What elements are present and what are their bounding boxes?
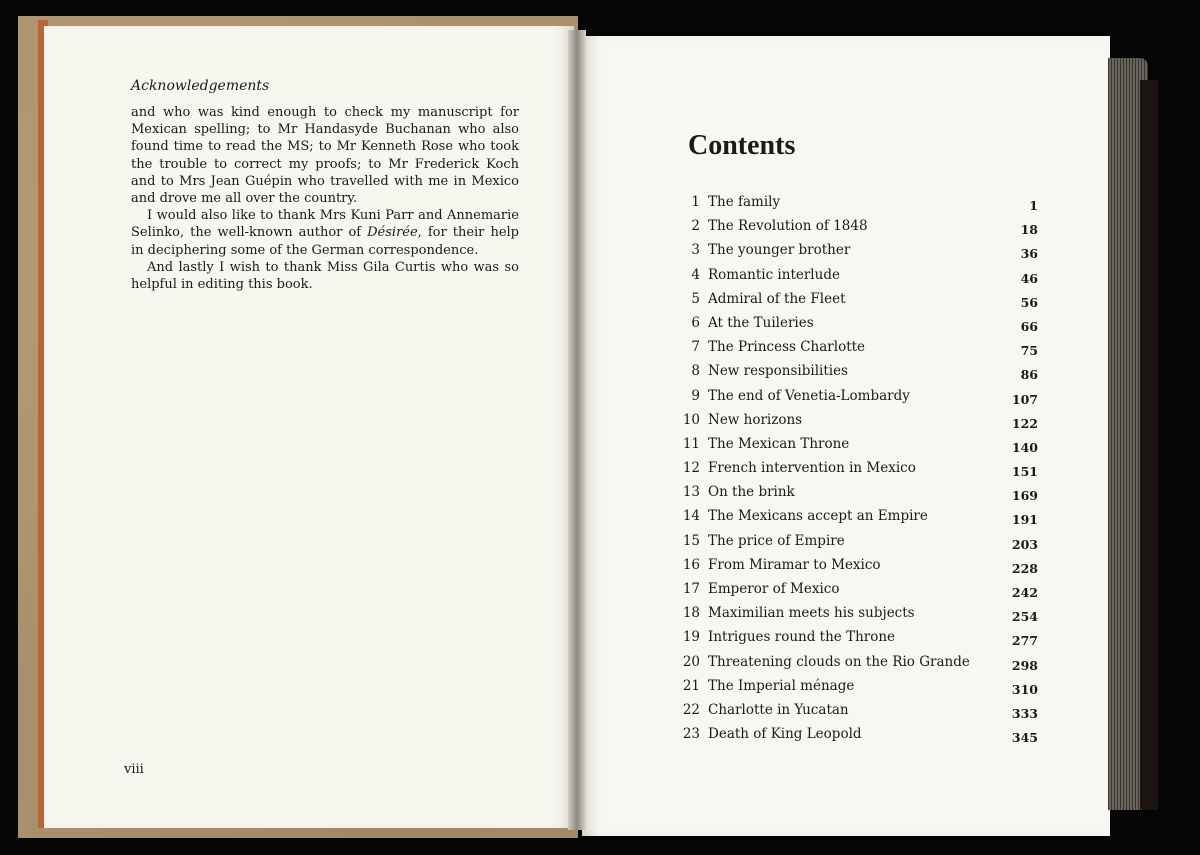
chapter-number: 2 bbox=[691, 218, 700, 235]
chapter-number: 18 bbox=[682, 605, 700, 622]
chapter-number: 8 bbox=[691, 363, 700, 380]
toc-entry bbox=[672, 337, 1038, 361]
acknowledgements-text bbox=[131, 104, 519, 293]
toc-entry bbox=[672, 700, 1038, 724]
toc-entry bbox=[672, 506, 1038, 530]
chapter-title: The Princess Charlotte bbox=[708, 339, 866, 356]
chapter-title: The family bbox=[708, 194, 781, 210]
chapter-number: 3 bbox=[691, 242, 700, 259]
chapter-title: The Mexicans accept an Empire bbox=[708, 508, 928, 525]
chapter-page: 122 bbox=[1011, 415, 1038, 431]
chapter-page: 203 bbox=[1011, 536, 1038, 552]
chapter-title: The younger brother bbox=[708, 242, 851, 259]
chapter-title: From Miramar to Mexico bbox=[708, 556, 881, 573]
contents-title: Contents bbox=[688, 130, 796, 161]
chapter-number: 15 bbox=[682, 532, 700, 549]
toc-entry bbox=[672, 724, 1038, 748]
chapter-title: Threatening clouds on the Rio Grande bbox=[708, 653, 970, 670]
toc-entry bbox=[672, 458, 1038, 482]
chapter-number: 23 bbox=[682, 726, 700, 743]
chapter-page: 169 bbox=[1011, 488, 1038, 504]
toc-entry bbox=[672, 240, 1038, 264]
chapter-page: 107 bbox=[1011, 391, 1038, 407]
toc-entry bbox=[672, 410, 1038, 434]
chapter-page: 36 bbox=[1020, 246, 1038, 262]
chapter-title: Charlotte in Yucatan bbox=[708, 701, 849, 718]
toc-entry bbox=[672, 603, 1038, 627]
chapter-title: Emperor of Mexico bbox=[708, 581, 840, 597]
chapter-number: 19 bbox=[682, 629, 700, 646]
chapter-page: 298 bbox=[1011, 657, 1038, 673]
chapter-page: 151 bbox=[1011, 464, 1038, 480]
table-of-contents bbox=[672, 192, 1038, 748]
chapter-title: New responsibilities bbox=[708, 363, 848, 380]
chapter-title: The Revolution of 1848 bbox=[708, 218, 868, 235]
chapter-number: 7 bbox=[691, 339, 700, 356]
ack-paragraph: and who was kind enough to check my manuscript for Mexican spelling; to Mr Handasyde Buchanan who also found time to read the MS; to Mr Kenneth Rose who took the trouble to correct my proofs; to Mr Frederick Koch and to Mrs Jean Guépin who travelled with me in Mexico and drove me all over the country. bbox=[131, 105, 519, 207]
toc-entry bbox=[672, 652, 1038, 676]
chapter-number: 11 bbox=[682, 435, 700, 452]
chapter-page: 46 bbox=[1020, 270, 1038, 286]
chapter-title: On the brink bbox=[708, 484, 795, 501]
chapter-number: 21 bbox=[682, 677, 700, 694]
chapter-title: The Imperial ménage bbox=[708, 677, 855, 694]
chapter-page: 345 bbox=[1011, 730, 1038, 746]
toc-entry bbox=[672, 361, 1038, 385]
chapter-number: 14 bbox=[682, 508, 700, 525]
toc-entry bbox=[672, 434, 1038, 458]
toc-entry bbox=[672, 313, 1038, 337]
toc-entry bbox=[672, 531, 1038, 555]
chapter-number: 6 bbox=[691, 314, 700, 331]
chapter-page: 18 bbox=[1020, 222, 1038, 238]
book-cover-right bbox=[1140, 80, 1158, 810]
chapter-number: 4 bbox=[691, 266, 700, 283]
chapter-title: The price of Empire bbox=[708, 532, 845, 549]
chapter-number: 5 bbox=[691, 290, 700, 307]
chapter-page: 66 bbox=[1020, 318, 1038, 334]
toc-entry bbox=[672, 289, 1038, 313]
chapter-title: Romantic interlude bbox=[708, 266, 840, 283]
chapter-number: 13 bbox=[682, 484, 700, 501]
chapter-page: 140 bbox=[1011, 439, 1038, 455]
chapter-title: French intervention in Mexico bbox=[708, 460, 916, 477]
chapter-page: 86 bbox=[1020, 367, 1038, 383]
toc-entry bbox=[672, 192, 1038, 216]
chapter-page: 1 bbox=[1029, 198, 1038, 213]
chapter-page: 277 bbox=[1011, 633, 1038, 649]
chapter-title: At the Tuileries bbox=[708, 314, 814, 331]
toc-entry bbox=[672, 265, 1038, 289]
chapter-page: 310 bbox=[1011, 681, 1038, 697]
chapter-page: 333 bbox=[1011, 705, 1038, 721]
toc-entry bbox=[672, 579, 1038, 603]
book-title-italic: Désirée bbox=[367, 225, 418, 241]
chapter-number: 9 bbox=[691, 387, 700, 404]
chapter-title: Admiral of the Fleet bbox=[708, 290, 846, 307]
chapter-number: 1 bbox=[691, 194, 700, 210]
page-number: viii bbox=[124, 762, 144, 777]
toc-entry bbox=[672, 216, 1038, 240]
chapter-number: 12 bbox=[682, 460, 700, 477]
chapter-page: 75 bbox=[1020, 343, 1038, 359]
acknowledgements-heading: Acknowledgements bbox=[131, 78, 270, 94]
chapter-title: Maximilian meets his subjects bbox=[708, 605, 915, 622]
chapter-number: 20 bbox=[682, 653, 700, 670]
toc-entry bbox=[672, 676, 1038, 700]
toc-entry bbox=[672, 482, 1038, 506]
toc-entry bbox=[672, 555, 1038, 579]
chapter-title: New horizons bbox=[708, 411, 803, 428]
chapter-number: 10 bbox=[682, 411, 700, 428]
toc-entry bbox=[672, 627, 1038, 651]
chapter-page: 242 bbox=[1011, 585, 1038, 600]
chapter-page: 56 bbox=[1020, 294, 1038, 310]
chapter-number: 16 bbox=[682, 556, 700, 573]
chapter-number: 17 bbox=[682, 581, 700, 597]
chapter-title: Death of King Leopold bbox=[708, 726, 862, 743]
ack-paragraph: And lastly I wish to thank Miss Gila Curtis who was so helpful in editing this book. bbox=[131, 259, 519, 293]
chapter-title: The Mexican Throne bbox=[708, 435, 850, 452]
chapter-page: 228 bbox=[1011, 560, 1038, 576]
book-gutter bbox=[568, 30, 586, 830]
chapter-title: The end of Venetia-Lombardy bbox=[708, 387, 910, 404]
chapter-number: 22 bbox=[682, 701, 700, 718]
toc-entry bbox=[672, 386, 1038, 410]
chapter-title: Intrigues round the Throne bbox=[708, 629, 896, 646]
ack-paragraph: I would also like to thank Mrs Kuni Parr and Annemarie Selinko, the well-known author of Désirée, for their help in deciphering some of the German correspondence. bbox=[131, 208, 519, 258]
chapter-page: 254 bbox=[1011, 609, 1038, 625]
chapter-page: 191 bbox=[1011, 512, 1038, 528]
